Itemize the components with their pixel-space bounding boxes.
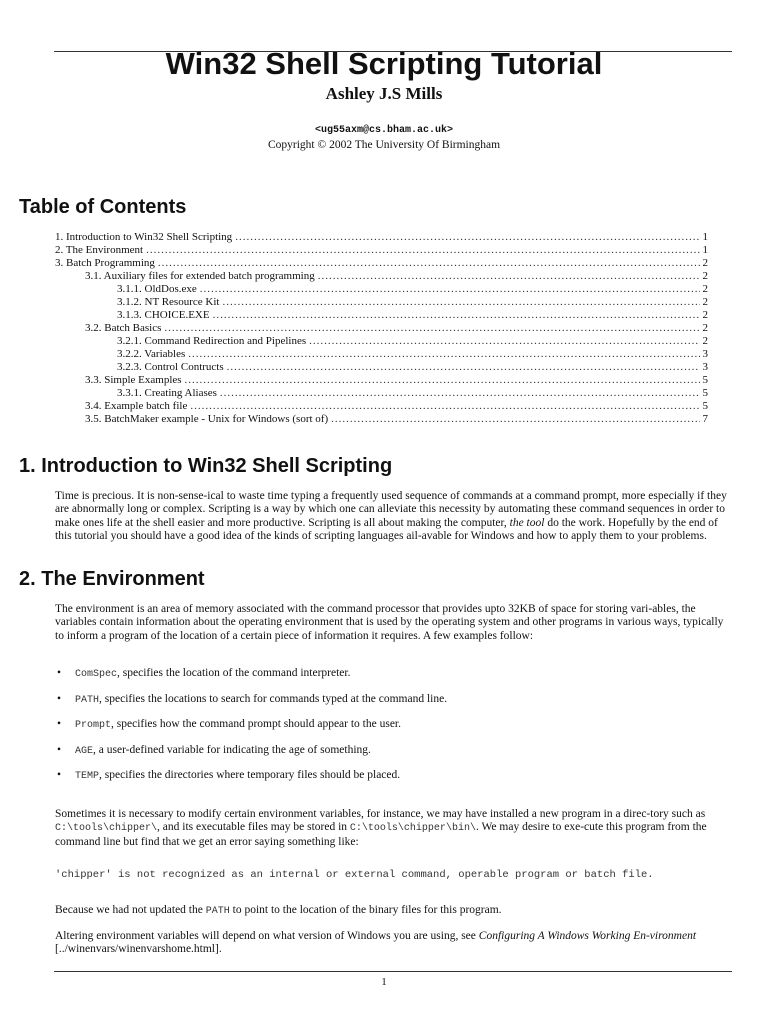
list-item — [55, 744, 715, 770]
env-var-name: AGE — [75, 745, 94, 757]
list-item — [55, 667, 715, 693]
intro-text-part: Time is precious. It is non-sense-ical to waste time typing a frequently used sequence of commands at a command prompt, more especially if they are abnormally long or complex. Scripting is a way by which one can alleviate this necessity by automating these command sequences in order to make ones life at the shell easier and more productive. Scripting is all about making the computer, — [55, 490, 727, 529]
toc-leader-dots — [227, 361, 700, 374]
intro-text-part: do the work. Hopefully by the end of this tutorial you should have a good idea of the kinds of scripting languages ail-avable for Windows and how to apply them to your problems. — [55, 516, 718, 543]
bottom-rule — [54, 971, 732, 972]
toc-entry[interactable] — [55, 348, 708, 361]
path-example-1: C:\tools\chipper\ — [55, 823, 158, 835]
toc-entry[interactable] — [55, 309, 708, 322]
toc-entry[interactable] — [55, 270, 708, 283]
toc-entry-label: 3.2.3. Control Contructs — [117, 361, 224, 373]
env-var-description: , a user-defined variable for indicating the age of something. — [93, 743, 371, 756]
env-var-name: PATH — [75, 694, 100, 706]
section-heading-introduction: 1. Introduction to Win32 Shell Scripting — [19, 455, 393, 477]
error-message-code: 'chipper' is not recognized as an internal or external command, operable program or batch file. — [55, 869, 654, 881]
env-var-description: , specifies how the command prompt should appear to the user. — [111, 718, 402, 730]
toc-entry[interactable] — [55, 257, 708, 270]
toc-entry-page: 2 — [702, 283, 708, 295]
toc-entry[interactable] — [55, 413, 708, 426]
toc-entry-label: 3.1.3. CHOICE.EXE — [117, 309, 210, 321]
toc-entry[interactable] — [55, 387, 708, 400]
environment-paragraph: The environment is an area of memory associated with the command processor that provides upto 32KB of space for storing vari-ables, the variables contain information about the operating environment that is used by the operating system and other programs in various ways, typically to inform a program of the location of a certain piece of information it requires. A few examples follow: — [55, 603, 724, 642]
table-of-contents — [55, 231, 708, 426]
list-item — [55, 769, 715, 795]
bullet-icon: • — [57, 667, 62, 679]
toc-entry-page: 5 — [702, 387, 708, 399]
reference-link-url[interactable]: [../winenvars/winenvarshome.html]. — [55, 943, 222, 956]
toc-entry-label: 3.1. Auxiliary files for extended batch programming — [85, 270, 315, 282]
toc-leader-dots — [188, 348, 699, 361]
env-var-description: , specifies the directories where temporary files should be placed. — [99, 769, 401, 781]
because-text-part: Because we had not updated the — [55, 904, 206, 916]
toc-entry-label: 3. Batch Programming — [55, 257, 155, 269]
altering-paragraph — [55, 930, 735, 957]
altering-text-part: Altering environment variables will depend on what version of Windows you are using, see — [55, 930, 479, 942]
path-variable-code: PATH — [205, 906, 230, 917]
toc-entry[interactable] — [55, 400, 708, 413]
toc-entry-label: 3.1.1. OldDos.exe — [117, 283, 197, 295]
toc-entry-page: 2 — [702, 296, 708, 308]
because-paragraph — [55, 904, 735, 918]
because-text-part: to point to the location of the binary files for this program. — [229, 904, 502, 916]
env-var-name: Prompt — [75, 720, 112, 731]
environment-variable-list — [55, 667, 715, 795]
toc-entry-page: 5 — [702, 400, 708, 412]
toc-entry[interactable] — [55, 374, 708, 387]
toc-entry-label: 3.2.1. Command Redirection and Pipelines — [117, 335, 307, 347]
author-name: Ashley J.S Mills — [325, 84, 443, 103]
modify-text-part: . We may desire to exe-cute this program from the command line but find that we get an error saying something like: — [55, 821, 707, 848]
toc-entry-label: 3.3.1. Creating Aliases — [117, 387, 217, 399]
toc-entry-page: 2 — [702, 257, 708, 269]
toc-entry-page: 2 — [702, 335, 708, 347]
toc-entry[interactable] — [55, 296, 708, 309]
toc-entry-label: 3.1.2. NT Resource Kit — [117, 296, 220, 308]
toc-entry-page: 2 — [702, 309, 708, 321]
page-number: 1 — [381, 976, 387, 988]
toc-leader-dots — [185, 374, 700, 387]
toc-leader-dots — [309, 335, 699, 348]
toc-entry-label: 3.2. Batch Basics — [85, 322, 162, 334]
toc-entry-page: 2 — [702, 270, 708, 282]
toc-leader-dots — [190, 400, 699, 413]
toc-heading: Table of Contents — [19, 196, 187, 218]
toc-leader-dots — [158, 257, 700, 270]
bullet-icon: • — [57, 769, 62, 781]
toc-leader-dots — [331, 413, 699, 426]
modify-variables-paragraph — [55, 808, 735, 849]
bullet-icon: • — [57, 692, 62, 705]
path-example-2: C:\tools\chipper\bin\ — [349, 823, 476, 835]
modify-text-part: , and its executable files may be stored in — [157, 821, 350, 834]
toc-leader-dots — [164, 322, 699, 335]
list-item — [55, 718, 715, 744]
toc-entry-label: 2. The Environment — [55, 244, 144, 256]
bullet-icon: • — [57, 743, 62, 756]
env-var-name: TEMP — [75, 771, 100, 782]
toc-entry-label: 3.3. Simple Examples — [85, 374, 182, 386]
reference-link-title[interactable]: Configuring A Windows Working En-vironment — [478, 930, 697, 942]
intro-paragraph — [55, 490, 735, 544]
toc-entry[interactable] — [55, 283, 708, 296]
toc-entry-page: 2 — [702, 322, 708, 334]
author-email: <ug55axm@cs.bham.ac.uk> — [314, 125, 454, 136]
env-var-name: ComSpec — [75, 669, 118, 680]
toc-entry[interactable] — [55, 322, 708, 335]
list-item — [55, 693, 715, 719]
toc-leader-dots — [213, 309, 700, 322]
document-title: Win32 Shell Scripting Tutorial — [165, 46, 603, 81]
env-var-description: , specifies the location of the command interpreter. — [117, 667, 351, 679]
modify-text-part: Sometimes it is necessary to modify certain environment variables, for instance, we may have installed a new program in a direc-tory such as — [55, 808, 706, 820]
toc-entry-page: 3 — [702, 361, 708, 373]
toc-entry[interactable] — [55, 231, 708, 244]
copyright-notice: Copyright © 2002 The University Of Birmingham — [267, 139, 501, 151]
toc-leader-dots — [222, 296, 699, 309]
toc-entry-page: 1 — [702, 231, 708, 243]
section-heading-environment: 2. The Environment — [19, 568, 205, 590]
toc-leader-dots — [146, 244, 699, 257]
toc-entry-label: 3.5. BatchMaker example - Unix for Windows (sort of) — [85, 413, 329, 425]
toc-entry[interactable] — [55, 244, 708, 257]
toc-entry[interactable] — [55, 335, 708, 348]
toc-leader-dots — [318, 270, 700, 283]
toc-leader-dots — [235, 231, 699, 244]
intro-emphasis: the tool — [509, 516, 545, 529]
toc-entry-label: 1. Introduction to Win32 Shell Scripting — [55, 231, 233, 243]
env-var-description: , specifies the locations to search for commands typed at the command line. — [99, 692, 448, 705]
toc-entry-page: 1 — [702, 244, 708, 256]
toc-leader-dots — [200, 283, 700, 296]
bullet-icon: • — [57, 718, 62, 730]
toc-entry-page: 5 — [702, 374, 708, 386]
toc-leader-dots — [220, 387, 700, 400]
toc-entry-label: 3.2.2. Variables — [117, 348, 186, 360]
toc-entry-page: 7 — [702, 413, 708, 425]
toc-entry-page: 3 — [702, 348, 708, 360]
toc-entry[interactable] — [55, 361, 708, 374]
toc-entry-label: 3.4. Example batch file — [85, 400, 188, 412]
